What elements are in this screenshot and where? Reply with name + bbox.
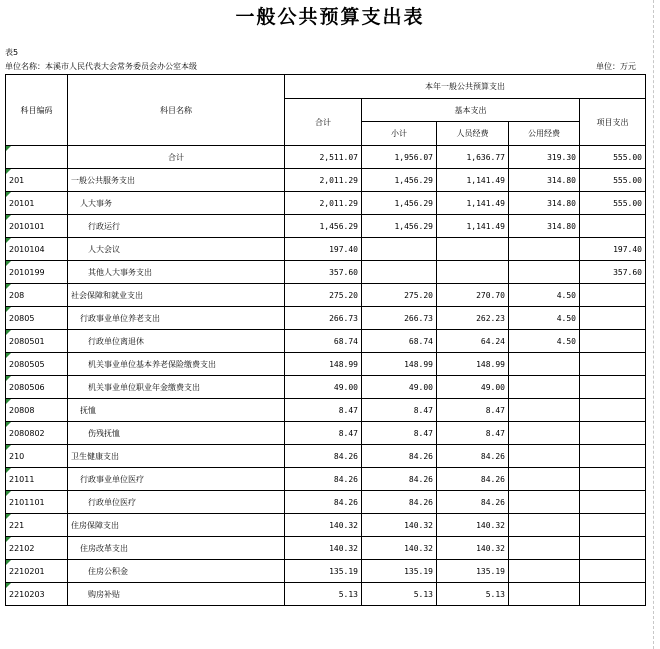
header-basic: 基本支出 [362,99,580,122]
row-subtotal: 1,456.29 [362,169,437,192]
row-public: 314.80 [509,192,580,215]
table-row [6,330,646,353]
unit-label: 单位：万元 [596,62,636,71]
row-public: 314.80 [509,169,580,192]
row-subtotal: 84.26 [362,468,437,491]
row-public [509,537,580,560]
table-row [6,284,646,307]
row-personnel: 140.32 [437,537,509,560]
row-subtotal: 148.99 [362,353,437,376]
row-personnel [437,261,509,284]
row-project: 555.00 [580,146,646,169]
table-body [6,146,646,606]
table-row [6,399,646,422]
row-total: 266.73 [285,307,362,330]
row-name: 人大事务 [68,192,285,215]
row-name: 住房保障支出 [68,514,285,537]
table-number: 表5 [5,48,19,57]
row-name: 机关事业单位职业年金缴费支出 [68,376,285,399]
row-code: 2010104 [6,238,68,261]
table-row [6,169,646,192]
row-subtotal: 140.32 [362,514,437,537]
row-project [580,215,646,238]
row-code: 2080505 [6,353,68,376]
row-personnel: 8.47 [437,399,509,422]
row-name: 合计 [68,146,285,169]
row-total: 197.40 [285,238,362,261]
row-public [509,238,580,261]
row-personnel: 1,636.77 [437,146,509,169]
row-name: 社会保障和就业支出 [68,284,285,307]
row-personnel: 140.32 [437,514,509,537]
gridline [653,0,654,649]
table-row [6,376,646,399]
row-personnel: 1,141.49 [437,215,509,238]
row-name: 其他人大事务支出 [68,261,285,284]
row-project: 555.00 [580,169,646,192]
row-total: 84.26 [285,491,362,514]
row-project [580,399,646,422]
row-subtotal: 1,956.07 [362,146,437,169]
row-project [580,468,646,491]
table-row [6,146,646,169]
row-subtotal: 5.13 [362,583,437,606]
row-personnel: 8.47 [437,422,509,445]
row-personnel: 1,141.49 [437,169,509,192]
row-total: 5.13 [285,583,362,606]
table-row [6,514,646,537]
unit-name: 单位名称：本溪市人民代表大会常务委员会办公室本级 [5,62,197,71]
row-public [509,583,580,606]
row-public: 4.50 [509,330,580,353]
row-subtotal: 84.26 [362,445,437,468]
row-subtotal: 8.47 [362,422,437,445]
row-project [580,422,646,445]
row-total: 357.60 [285,261,362,284]
row-code: 2010101 [6,215,68,238]
row-personnel: 270.70 [437,284,509,307]
table-row [6,261,646,284]
row-total: 148.99 [285,353,362,376]
row-code: 201 [6,169,68,192]
row-personnel: 262.23 [437,307,509,330]
table-header [6,75,646,146]
header-project: 项目支出 [580,99,646,146]
row-project: 555.00 [580,192,646,215]
row-subtotal: 68.74 [362,330,437,353]
row-name: 机关事业单位基本养老保险缴费支出 [68,353,285,376]
row-total: 8.47 [285,422,362,445]
row-code: 20101 [6,192,68,215]
row-code: 2101101 [6,491,68,514]
row-project [580,330,646,353]
row-project [580,583,646,606]
row-public [509,468,580,491]
row-personnel: 49.00 [437,376,509,399]
row-code: 20805 [6,307,68,330]
row-personnel: 1,141.49 [437,192,509,215]
row-total: 84.26 [285,468,362,491]
row-public: 314.80 [509,215,580,238]
row-name: 购房补贴 [68,583,285,606]
header-code: 科目编码 [6,75,68,146]
row-name: 行政事业单位养老支出 [68,307,285,330]
table-row [6,238,646,261]
row-code: 2210201 [6,560,68,583]
row-project [580,560,646,583]
row-total: 8.47 [285,399,362,422]
row-name: 行政单位离退休 [68,330,285,353]
row-project [580,307,646,330]
row-code: 2210203 [6,583,68,606]
row-subtotal: 275.20 [362,284,437,307]
row-total: 2,011.29 [285,169,362,192]
expenditure-table [5,74,646,606]
table-row [6,583,646,606]
row-code: 2080802 [6,422,68,445]
row-total: 1,456.29 [285,215,362,238]
page-title: 一般公共预算支出表 [235,6,425,28]
table-row [6,445,646,468]
row-total: 140.32 [285,537,362,560]
row-code: 2080501 [6,330,68,353]
row-project: 357.60 [580,261,646,284]
row-public [509,376,580,399]
row-personnel: 84.26 [437,491,509,514]
row-code: 21011 [6,468,68,491]
row-project [580,537,646,560]
row-public [509,353,580,376]
row-personnel: 135.19 [437,560,509,583]
row-code: 2080506 [6,376,68,399]
row-personnel: 64.24 [437,330,509,353]
row-subtotal: 84.26 [362,491,437,514]
row-personnel [437,238,509,261]
row-code: 2010199 [6,261,68,284]
row-project [580,514,646,537]
row-code: 208 [6,284,68,307]
row-total: 84.26 [285,445,362,468]
row-project [580,376,646,399]
row-name: 住房改革支出 [68,537,285,560]
row-subtotal: 266.73 [362,307,437,330]
row-subtotal: 1,456.29 [362,192,437,215]
row-name: 一般公共服务支出 [68,169,285,192]
row-name: 行政单位医疗 [68,491,285,514]
row-name: 住房公积金 [68,560,285,583]
row-project [580,353,646,376]
table-row [6,560,646,583]
row-public: 4.50 [509,307,580,330]
table-row [6,491,646,514]
header-public: 公用经费 [509,122,580,146]
row-subtotal: 135.19 [362,560,437,583]
row-project [580,445,646,468]
row-public: 4.50 [509,284,580,307]
header-subtotal: 小计 [362,122,437,146]
row-project [580,284,646,307]
row-name: 人大会议 [68,238,285,261]
row-name: 行政运行 [68,215,285,238]
table-row [6,215,646,238]
row-total: 2,011.29 [285,192,362,215]
row-personnel: 148.99 [437,353,509,376]
row-total: 140.32 [285,514,362,537]
table-row [6,537,646,560]
row-subtotal: 140.32 [362,537,437,560]
header-name: 科目名称 [68,75,285,146]
header-personnel: 人员经费 [437,122,509,146]
header-total: 合计 [285,99,362,146]
table-row [6,192,646,215]
row-name: 行政事业单位医疗 [68,468,285,491]
row-code: 22102 [6,537,68,560]
table-row [6,307,646,330]
row-project [580,491,646,514]
row-public [509,560,580,583]
row-total: 275.20 [285,284,362,307]
row-public [509,445,580,468]
row-name: 伤残抚恤 [68,422,285,445]
row-public [509,399,580,422]
table-row [6,468,646,491]
row-personnel: 5.13 [437,583,509,606]
row-total: 49.00 [285,376,362,399]
row-public [509,261,580,284]
row-public [509,422,580,445]
row-project: 197.40 [580,238,646,261]
header-current: 本年一般公共预算支出 [285,75,646,99]
row-subtotal: 8.47 [362,399,437,422]
row-code: 221 [6,514,68,537]
row-code: 210 [6,445,68,468]
row-subtotal [362,238,437,261]
table-row [6,422,646,445]
row-total: 2,511.07 [285,146,362,169]
row-total: 68.74 [285,330,362,353]
row-code [6,146,68,169]
row-personnel: 84.26 [437,445,509,468]
row-subtotal: 1,456.29 [362,215,437,238]
row-personnel: 84.26 [437,468,509,491]
row-subtotal [362,261,437,284]
row-subtotal: 49.00 [362,376,437,399]
row-public: 319.30 [509,146,580,169]
row-total: 135.19 [285,560,362,583]
row-name: 抚恤 [68,399,285,422]
row-code: 20808 [6,399,68,422]
row-public [509,514,580,537]
table-row [6,353,646,376]
row-public [509,491,580,514]
row-name: 卫生健康支出 [68,445,285,468]
